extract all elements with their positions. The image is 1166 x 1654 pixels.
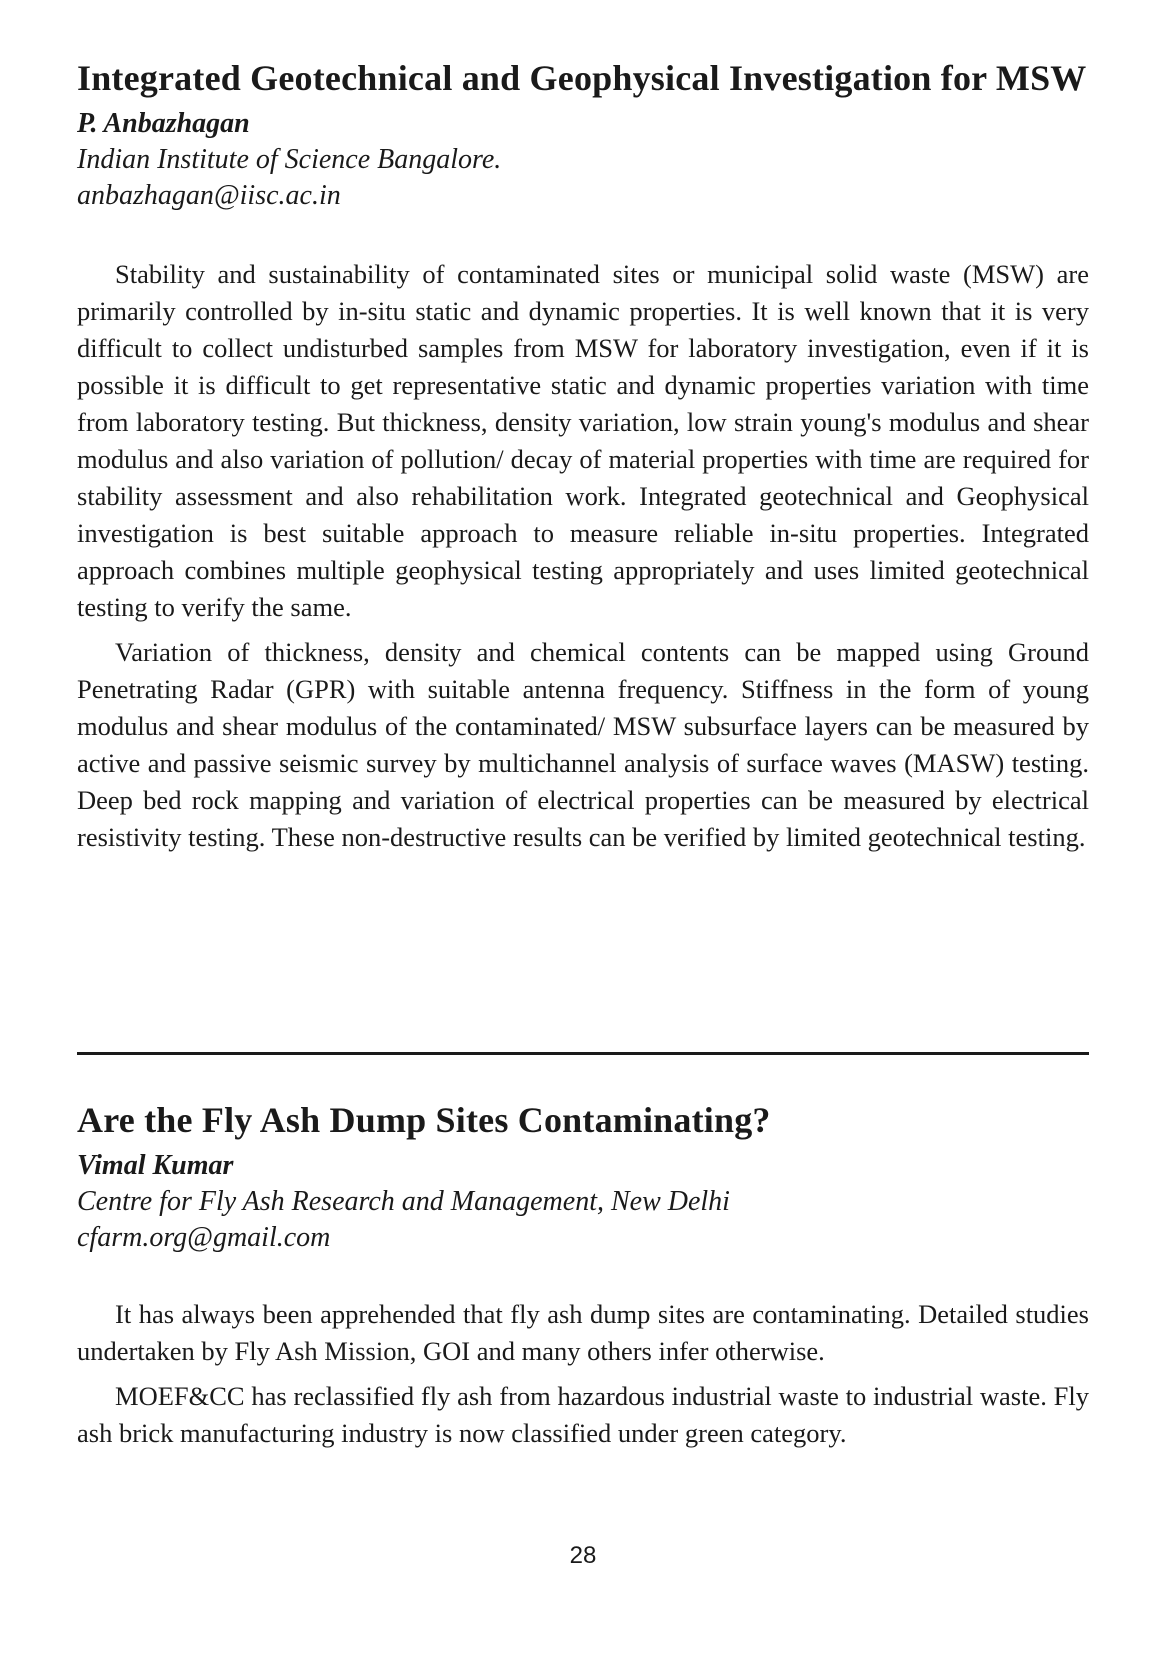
document-page	[77, 0, 1089, 1654]
author-affiliation: Centre for Fly Ash Research and Management, New Delhi	[77, 1186, 730, 1217]
abstract-body	[77, 256, 1089, 856]
abstract-geotechnical-investigation	[77, 58, 1089, 864]
page-number: 28	[569, 1542, 597, 1569]
author-email: cfarm.org@gmail.com	[77, 1222, 331, 1253]
abstract-body	[77, 1296, 1089, 1452]
body-paragraph: Variation of thickness, density and chemical contents can be mapped using Ground Penetrating Radar (GPR) with suitable antenna frequency. Stiffness in the form of young modulus and shear modulus of the contaminated/ MSW subsurface layers can be measured by active and passive seismic survey by multichannel analysis of surface waves (MASW) testing. Deep bed rock mapping and variation of electrical properties can be measured by electrical resistivity testing. These non-destructive results can be verified by limited geotechnical testing.	[77, 637, 1089, 852]
abstract-title: Integrated Geotechnical and Geophysical Investigation for MSW	[77, 58, 1087, 98]
body-paragraph: Stability and sustainability of contaminated sites or municipal solid waste (MSW) are primarily controlled by in-situ static and dynamic properties. It is well known that it is very difficult to collect undisturbed samples from MSW for laboratory investigation, even if it is possible it is difficult to get representative static and dynamic properties variation with time from laboratory testing. But thickness, density variation, low strain young's modulus and shear modulus and also variation of pollution/ decay of material properties with time are required for stability assessment and also rehabilitation work. Integrated geotechnical and Geophysical investigation is best suitable approach to measure reliable in-situ properties. Integrated approach combines multiple geophysical testing appropriately and uses limited geotechnical testing to verify the same.	[77, 259, 1089, 622]
abstract-title: Are the Fly Ash Dump Sites Contaminating?	[77, 1100, 771, 1140]
body-paragraph: MOEF&CC has reclassified fly ash from hazardous industrial waste to industrial waste. Fly ash brick manufacturing industry is now classified under green category.	[77, 1381, 1089, 1448]
author-name: P. Anbazhagan	[77, 108, 250, 139]
abstract-fly-ash-dump-sites	[77, 1100, 1089, 1460]
body-paragraph: It has always been apprehended that fly ash dump sites are contaminating. Detailed studies undertaken by Fly Ash Mission, GOI and many others infer otherwise.	[77, 1299, 1089, 1366]
author-name: Vimal Kumar	[77, 1150, 234, 1181]
section-divider	[77, 1052, 1089, 1055]
author-email: anbazhagan@iisc.ac.in	[77, 180, 341, 211]
author-affiliation: Indian Institute of Science Bangalore.	[77, 144, 502, 175]
